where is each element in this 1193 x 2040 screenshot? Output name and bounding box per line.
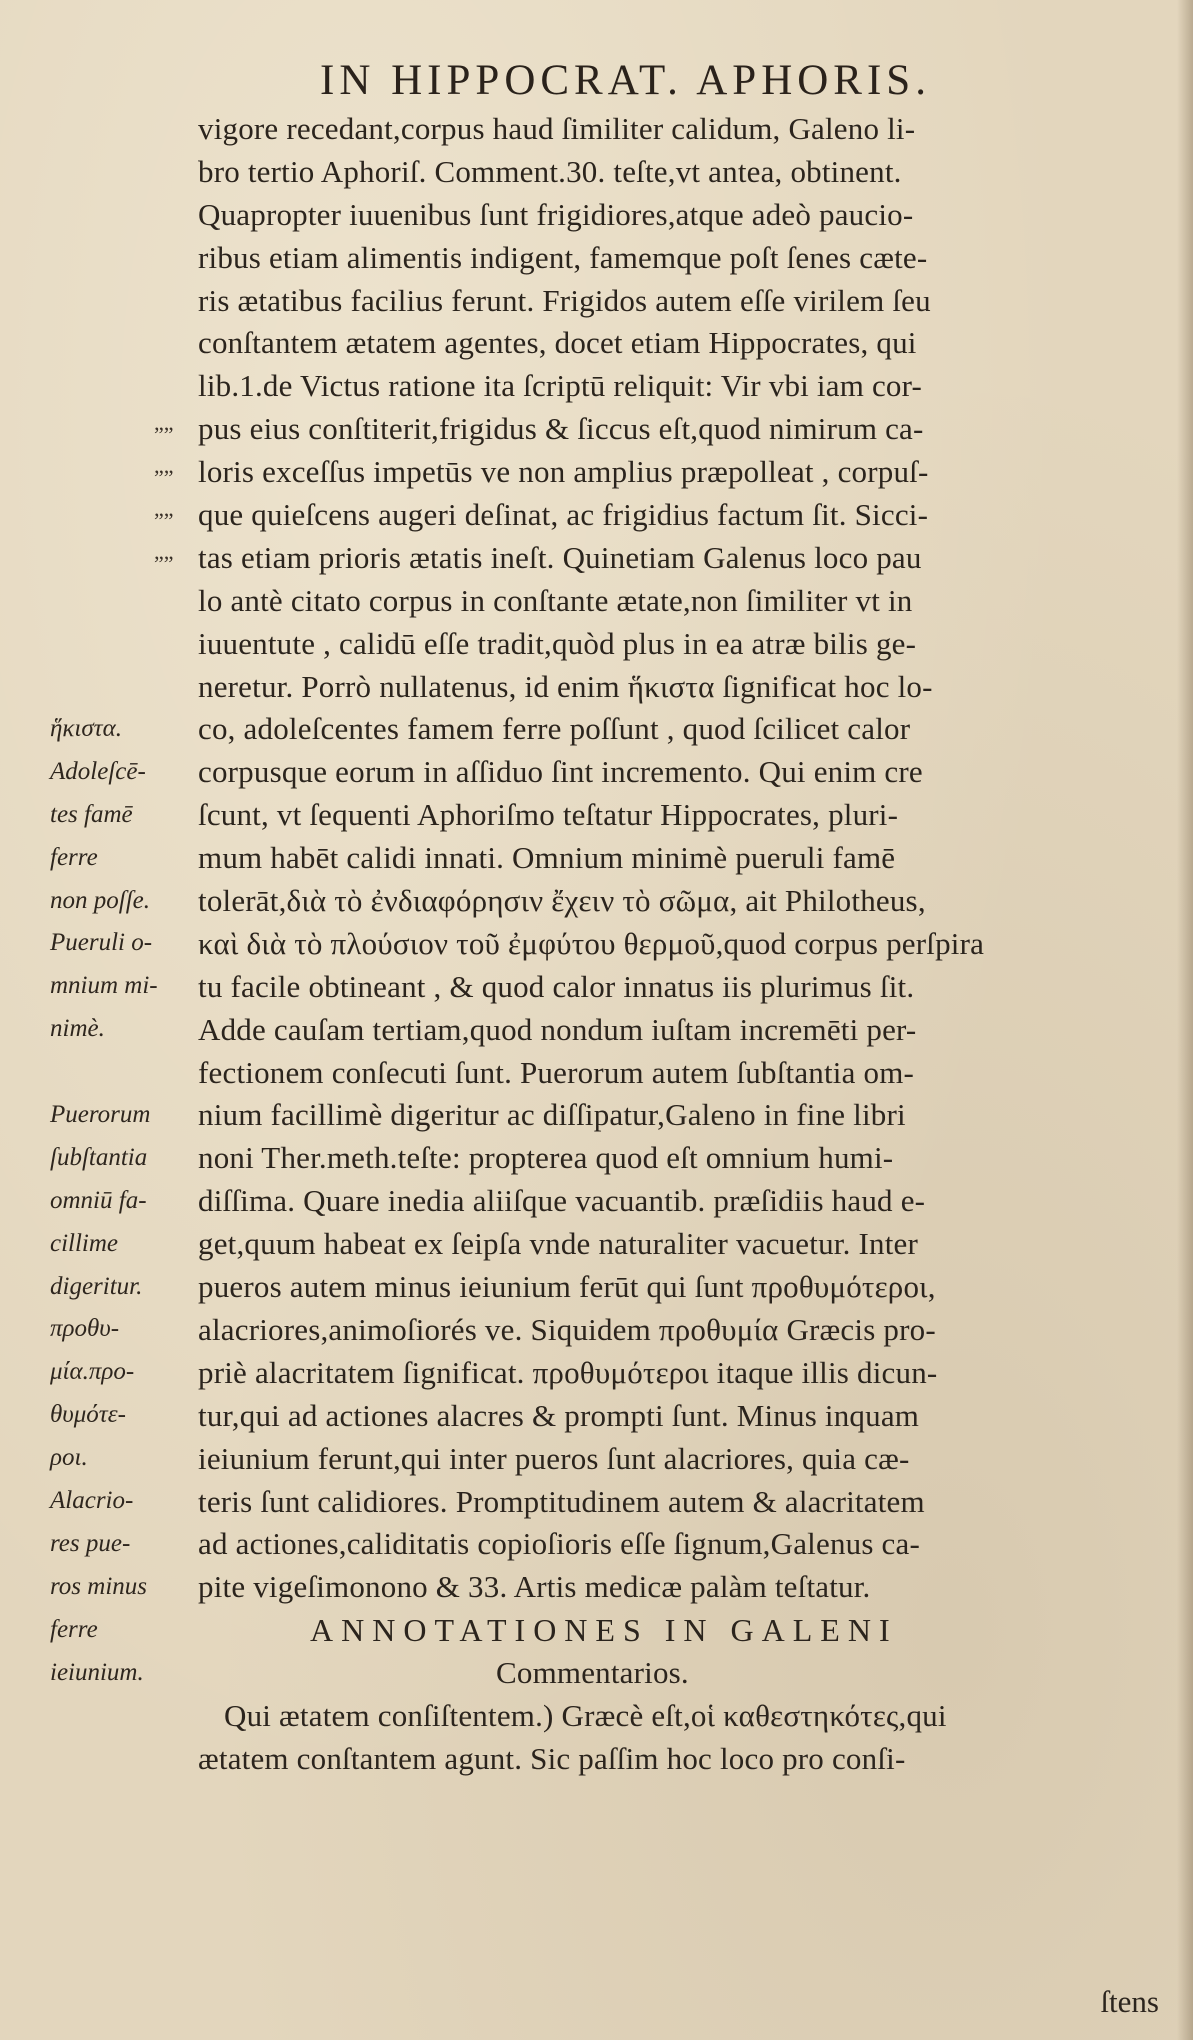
text-line: noni Ther.meth.teſte: propterea quod eſt omnium humi-	[198, 1140, 894, 1176]
margin-note: ſubſtantia	[50, 1143, 148, 1171]
text-line: co, adoleſcentes famem ferre poſſunt , quod ſcilicet calor	[198, 711, 911, 747]
quotation-marks-column	[154, 402, 194, 574]
text-line: ad actiones,caliditatis copioſioris eſſe ſignum,Galenus ca-	[198, 1526, 920, 1562]
quote-mark: „„	[154, 495, 174, 521]
text-line: get,quum habeat ex ſeipſa vnde naturaliter vacuetur. Inter	[198, 1226, 918, 1262]
margin-note: ροι.	[50, 1444, 88, 1472]
text-line: tur,qui ad actiones alacres & prompti ſunt. Minus inquam	[198, 1397, 920, 1433]
margin-note: cillime	[50, 1229, 119, 1257]
annotation-line: Qui ætatem conſiſtentem.) Græcè eſt,οἱ καθεστηκότες,qui	[224, 1697, 947, 1733]
text-line: nium facillimè digeritur ac diſſipatur,Galeno in fine libri	[198, 1097, 906, 1133]
text-line: mum habēt calidi innati. Omnium minimè pueruli famē	[198, 840, 896, 876]
text-line: neretur. Porrò nullatenus, id enim ἥκιστα ſignificat hoc lo-	[198, 668, 933, 704]
text-line: corpusque eorum in aſſiduo ſint incremento. Qui enim cre	[198, 754, 923, 790]
text-line: conſtantem ætatem agentes, docet etiam Hippocrates, qui	[198, 325, 917, 361]
margin-note: mnium mi-	[50, 972, 158, 1000]
text-line: iuuentute , calidū eſſe tradit,quòd plus in ea atræ bilis ge-	[198, 625, 917, 661]
main-text-column	[198, 108, 1158, 1781]
margin-note: μία.προ-	[50, 1358, 135, 1386]
text-line: ſcunt, vt ſequenti Aphoriſmo teſtatur Hippocrates, pluri-	[198, 797, 899, 833]
annotation-line: ætatem conſtantem agunt. Sic paſſim hoc loco pro conſi-	[198, 1740, 906, 1776]
annotations-subheading: Commentarios.	[496, 1655, 689, 1691]
text-line: tolerāt,διὰ τὸ ἐνδιαφόρησιν ἔχειν τὸ σῶμα, ait Philotheus,	[198, 883, 926, 919]
text-line: ris ætatibus facilius ferunt. Frigidos autem eſſe virilem ſeu	[198, 282, 931, 318]
margin-note: non poſſe.	[50, 886, 150, 914]
text-line: καὶ διὰ τὸ πλούσιον τοῦ ἐμφύτου θερμοῦ,quod corpus perſpira	[198, 925, 985, 961]
text-line: Adde cauſam tertiam,quod nondum iuſtam incremēti per-	[198, 1011, 917, 1047]
margin-note: θυμότε-	[50, 1401, 126, 1429]
text-line: vigore recedant,corpus haud ſimiliter calidum, Galeno li-	[198, 111, 916, 146]
quote-mark: „„	[154, 410, 174, 435]
margin-note: Adoleſcē-	[50, 757, 146, 785]
margin-note: ferre	[50, 1615, 98, 1643]
margin-note: omniū fa-	[50, 1186, 147, 1214]
text-line: loris exceſſus impetūs ve non amplius præpolleat , corpuſ-	[198, 454, 929, 490]
margin-note: Alacrio-	[50, 1487, 134, 1515]
text-line: diſſima. Quare inedia aliiſque vacuantib. præſidiis haud e-	[198, 1183, 926, 1219]
text-line: ieiunium ferunt,qui inter pueros ſunt alacriores, quia cæ-	[198, 1440, 910, 1476]
margin-note: Puerorum	[50, 1101, 151, 1129]
page-gutter-shadow	[1177, 0, 1193, 2040]
margin-note: nimè.	[50, 1015, 105, 1043]
margin-note: προθυ-	[50, 1315, 120, 1343]
margin-note: ieiunium.	[50, 1658, 144, 1686]
margin-note: digeritur.	[50, 1272, 143, 1300]
margin-note: ferre	[50, 843, 98, 871]
text-line: ribus etiam alimentis indigent, famemque poſt ſenes cæte-	[198, 239, 928, 275]
margin-notes	[50, 708, 200, 1694]
margin-note-spacer	[50, 1051, 200, 1094]
text-line: pite vigeſimonono & 33. Artis medicæ palàm teſtatur.	[198, 1569, 871, 1605]
text-line: lib.1.de Victus ratione ita ſcriptū reliquit: Vir vbi iam cor-	[198, 368, 923, 404]
margin-note: Pueruli o-	[50, 929, 153, 957]
margin-note: res pue-	[50, 1529, 131, 1557]
margin-note: ros minus	[50, 1572, 148, 1600]
catchword: ſtens	[1100, 1984, 1159, 2019]
text-line: pus eius conſtiterit,frigidus & ſiccus eſt,quod nimirum ca-	[198, 411, 924, 447]
text-line: bro tertio Aphoriſ. Comment.30. teſte,vt antea, obtinent.	[198, 153, 902, 189]
text-line: teris ſunt calidiores. Promptitudinem autem & alacritatem	[198, 1483, 925, 1519]
quote-mark: „„	[154, 452, 174, 478]
text-line: alacriores,animoſiorés ve. Siquidem προθυμία Græcis pro-	[198, 1311, 936, 1347]
text-line: tas etiam prioris ætatis ineſt. Quinetiam Galenus loco pau	[198, 539, 922, 575]
running-title: IN HIPPOCRAT. APHORIS.	[320, 57, 931, 104]
text-line: que quieſcens augeri deſinat, ac frigidius factum ſit. Sicci-	[198, 497, 929, 533]
text-line: pueros autem minus ieiunium ferūt qui ſunt προθυμότεροι,	[198, 1269, 936, 1305]
text-line: tu facile obtineant , & quod calor innatus iis plurimus ſit.	[198, 968, 915, 1004]
margin-note: ἥκιστα.	[50, 715, 122, 742]
text-line: Quapropter iuuenibus ſunt frigidiores,atque adeò paucio-	[198, 196, 914, 232]
text-line: priè alacritatem ſignificat. προθυμότεροι itaque illis dicun-	[198, 1354, 938, 1390]
margin-note: tes famē	[50, 800, 133, 828]
annotations-heading: ANNOTATIONES IN GALENI	[310, 1612, 898, 1649]
text-line: lo antè citato corpus in conſtante ætate,non ſimiliter vt in	[198, 582, 913, 618]
text-line: fectionem conſecuti ſunt. Puerorum autem ſubſtantia om-	[198, 1054, 915, 1090]
quote-mark: „„	[154, 538, 174, 564]
